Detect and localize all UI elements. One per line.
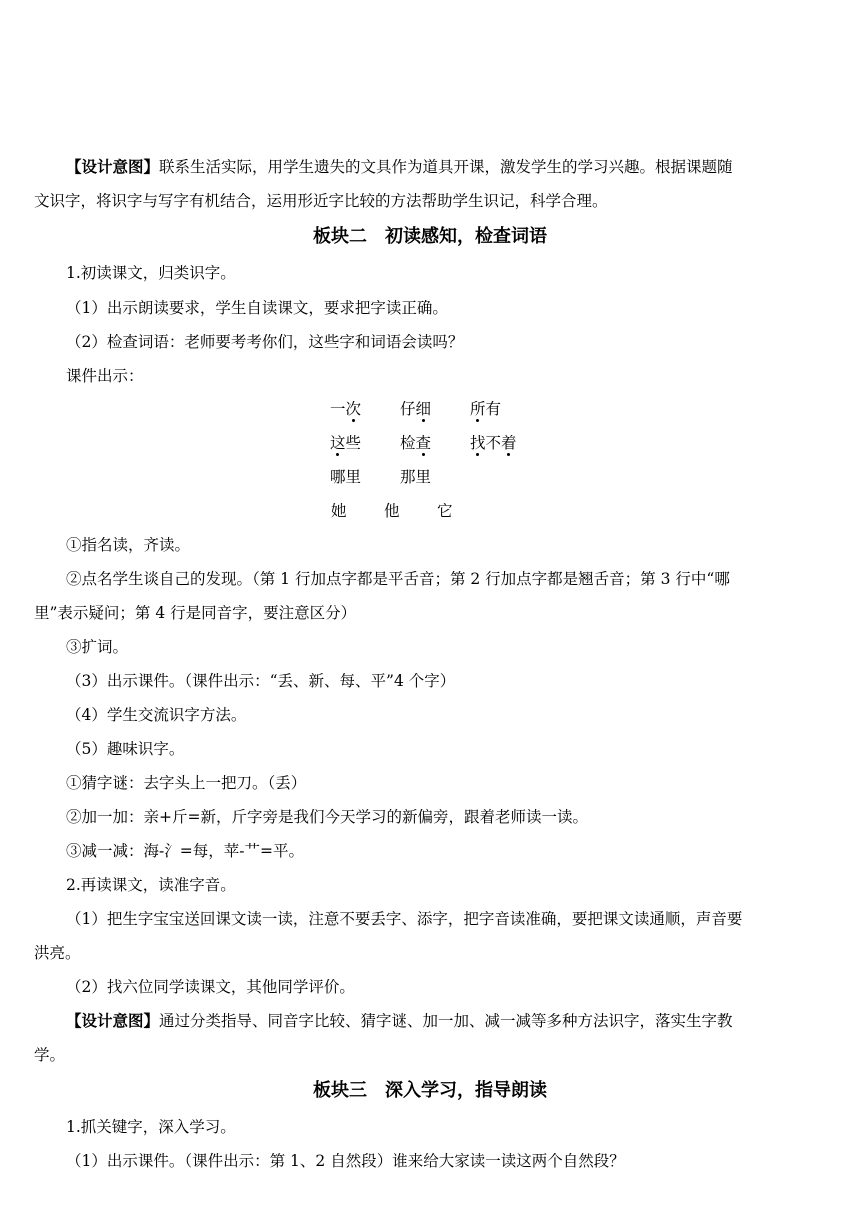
design-intent-tag: 【设计意图】 xyxy=(66,1011,160,1030)
step-text: （1）把生字宝宝送回课文读一读，注意不要丢字、添字，把字音读准确，要把课文读通顺，声音要 xyxy=(66,910,743,928)
step-text: ①猜字谜：去字头上一把刀。（丢） xyxy=(66,774,307,792)
section-heading-2: 板块二 初读感知，检查词语 xyxy=(313,226,547,247)
step-text: （1）出示朗读要求，学生自读课文，要求把字读正确。 xyxy=(66,299,448,317)
design-intent-text: 联系生活实际，用学生遗失的文具作为道具开课，激发学生的学习兴趣。根据课题随 xyxy=(159,158,733,176)
step-text-cont: 洪亮。 xyxy=(34,944,81,962)
vocab-word: 所有 xyxy=(470,392,501,426)
vocab-word: 他 xyxy=(384,502,400,520)
design-intent-paragraph-2-cont: 学。 xyxy=(34,1046,66,1064)
vocab-word: 找不着 xyxy=(470,426,517,460)
section-heading-3: 板块三 深入学习，指导朗读 xyxy=(313,1080,547,1101)
vocab-word: 一次 xyxy=(330,392,361,426)
vocab-word: 它 xyxy=(437,502,453,520)
step-1-title: 1.初读课文，归类识字。 xyxy=(66,264,236,282)
courseware-label: 课件出示： xyxy=(66,367,144,385)
step-text: （4）学生交流识字方法。 xyxy=(66,706,247,724)
step-text: ②加一加：亲+斤=新，斤字旁是我们今天学习的新偏旁，跟着老师读一读。 xyxy=(66,808,588,826)
design-intent-paragraph-1 xyxy=(34,150,826,184)
vocab-word: 这些 xyxy=(330,426,361,460)
design-intent-paragraph-1-cont: 文识字，将识字与写字有机结合，运用形近字比较的方法帮助学生识记，科学合理。 xyxy=(34,192,608,210)
step-2-title: 2.再读课文，读准字音。 xyxy=(66,876,236,894)
design-intent-text: 通过分类指导、同音字比较、猜字谜、加一加、减一减等多种方法识字，落实生字教 xyxy=(159,1012,733,1030)
step-text: ①指名读，齐读。 xyxy=(66,536,191,554)
step-text: ③减一减：海-氵=每，苹-艹=平。 xyxy=(66,842,304,860)
step-text: （2）检查词语：老师要考考你们，这些字和词语会读吗？ xyxy=(66,333,464,351)
step-text: （1）出示课件。（课件出示：第 1、2 自然段）谁来给大家读一读这两个自然段？ xyxy=(66,1152,625,1170)
vocab-word: 那里 xyxy=(400,468,432,486)
design-intent-paragraph-2 xyxy=(34,1004,826,1038)
step-text: ②点名学生谈自己的发现。（第 1 行加点字都是平舌音；第 2 行加点字都是翘舌音；第 3 行中“哪 xyxy=(66,570,730,588)
vocab-word: 她 xyxy=(331,502,347,520)
step-text-cont: 里”表示疑问；第 4 行是同音字，要注意区分） xyxy=(34,604,357,622)
design-intent-tag: 【设计意图】 xyxy=(66,157,160,176)
step-text: （2）找六位同学读课文，其他同学评价。 xyxy=(66,978,355,996)
step-text: ③扩词。 xyxy=(66,638,129,656)
vocab-word: 哪里 xyxy=(330,468,362,486)
step-text: （5）趣味识字。 xyxy=(66,740,185,758)
step-1-title: 1.抓关键字，深入学习。 xyxy=(66,1118,236,1136)
step-text: （3）出示课件。（课件出示：“丢、新、每、平”4 个字） xyxy=(66,672,456,690)
vocab-word: 检查 xyxy=(400,426,431,460)
vocab-word: 仔细 xyxy=(400,392,431,426)
